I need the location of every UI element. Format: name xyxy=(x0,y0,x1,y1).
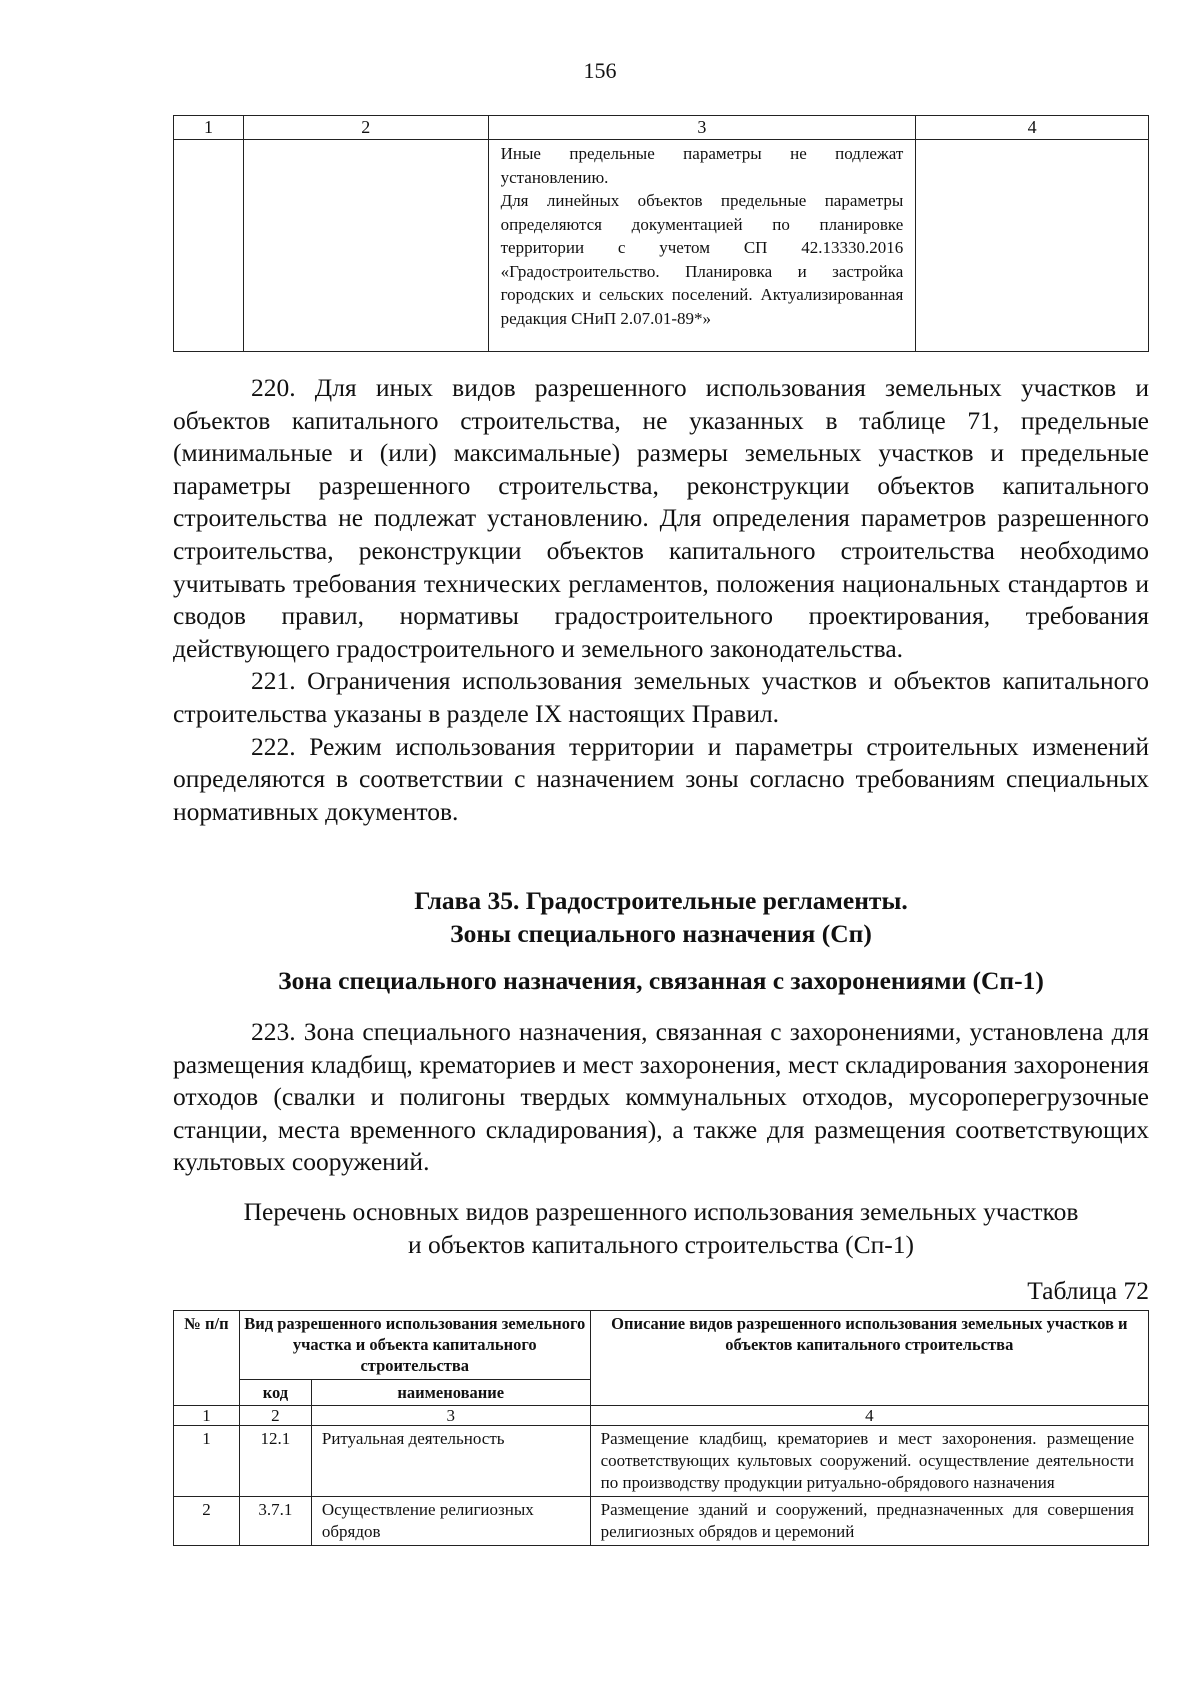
table-cell xyxy=(916,140,1149,352)
paragraph-block xyxy=(173,1016,1149,1179)
cell-paragraph: Иные предельные параметры не подлежат установлению. xyxy=(500,144,904,187)
column-number: 1 xyxy=(174,116,244,140)
cell-paragraph: Для линейных объектов предельные параметры определяются документацией по планировке территории с учетом СП 42.13330.2016 «Градостроительство. Планировка и застройка городских и сельских поселений. Актуализированная редакция СНиП 2.07.01-89*» xyxy=(500,191,904,328)
row-name: Осуществление религиозных обрядов xyxy=(311,1497,590,1546)
row-num: 1 xyxy=(174,1426,240,1497)
table-row xyxy=(174,140,1149,352)
table-cell xyxy=(243,140,488,352)
table-row xyxy=(174,1426,1149,1497)
paragraph-222: 222. Режим использования территории и параметры строительных изменений определяются в соответствии с назначением зоны согласно требованиям специальных нормативных документов. xyxy=(173,731,1149,826)
list-title-line: Перечень основных видов разрешенного использования земельных участков xyxy=(243,1197,1079,1226)
header-num: № п/п xyxy=(174,1311,240,1406)
column-number-row xyxy=(174,1406,1149,1426)
paragraph-220: 220. Для иных видов разрешенного использования земельных участков и объектов капитального строительства, не указанных в таблице 71, предельные (минимальные и (или) максимальные) размеры земельных участков и предельные параметры разрешенного строительства, реконструкции объектов капитального строительства не подлежат установлению. Для определения параметров разрешенного строительства, реконструкции объектов капитального строительства необходимо учитывать требования технических регламентов, положения национальных стандартов и сводов правил, нормативы градостроительного проектирования, требования действующего градостроительного и земельного законодательства. xyxy=(173,373,1149,663)
table-cell xyxy=(174,140,244,352)
zone-heading: Зона специального назначения, связанная с захоронениями (Сп-1) xyxy=(278,966,1044,995)
column-number: 1 xyxy=(174,1406,240,1426)
header-code: код xyxy=(239,1379,311,1405)
chapter-heading xyxy=(173,885,1149,950)
list-title-line: и объектов капитального строительства (Сп-1) xyxy=(407,1229,915,1259)
column-number: 2 xyxy=(239,1406,311,1426)
table-72 xyxy=(173,1310,1149,1546)
column-number: 2 xyxy=(243,116,488,140)
table-row xyxy=(174,1497,1149,1546)
header-name: наименование xyxy=(311,1379,590,1405)
row-description: Размещение зданий и сооружений, предназначенных для совершения религиозных обрядов и церемоний xyxy=(590,1497,1148,1546)
paragraph-221: 221. Ограничения использования земельных участков и объектов капитального строительства указаны в разделе IX настоящих Правил. xyxy=(173,666,1149,728)
parameters-cell xyxy=(488,140,916,352)
header-kind: Вид разрешенного использования земельного участка и объекта капитального строительства xyxy=(239,1311,590,1380)
paragraph-223: 223. Зона специального назначения, связанная с захоронениями, установлена для размещения кладбищ, крематориев и мест захоронения, мест складирования захоронения отходов (свалки и полигоны твердых коммунальных отходов, мусороперегрузочные станции, места временного складирования), а также для размещения соответствующих культовых сооружений. xyxy=(173,1017,1149,1177)
row-description: Размещение кладбищ, крематориев и мест захоронения. размещение соответствующих культовых сооружений. осуществление деятельности по производству продукции ритуально-обрядового назначения xyxy=(590,1426,1148,1497)
row-num: 2 xyxy=(174,1497,240,1546)
column-number: 3 xyxy=(311,1406,590,1426)
table-header-row xyxy=(174,116,1149,140)
chapter-heading-line: Глава 35. Градостроительные регламенты. xyxy=(414,886,908,915)
row-code: 3.7.1 xyxy=(239,1497,311,1546)
list-title xyxy=(173,1196,1149,1261)
column-number: 4 xyxy=(916,116,1149,140)
column-number: 4 xyxy=(590,1406,1148,1426)
table-header-row xyxy=(174,1311,1149,1380)
column-number: 3 xyxy=(488,116,916,140)
paragraph-block xyxy=(173,372,1149,828)
continuation-table xyxy=(173,115,1149,352)
row-name: Ритуальная деятельность xyxy=(311,1426,590,1497)
page-number: 156 xyxy=(583,58,617,83)
row-code: 12.1 xyxy=(239,1426,311,1497)
chapter-heading-line: Зоны специального назначения (Сп) xyxy=(450,918,872,948)
table-caption: Таблица 72 xyxy=(1027,1276,1149,1305)
header-description: Описание видов разрешенного использования земельных участков и объектов капитального строительства xyxy=(590,1311,1148,1406)
